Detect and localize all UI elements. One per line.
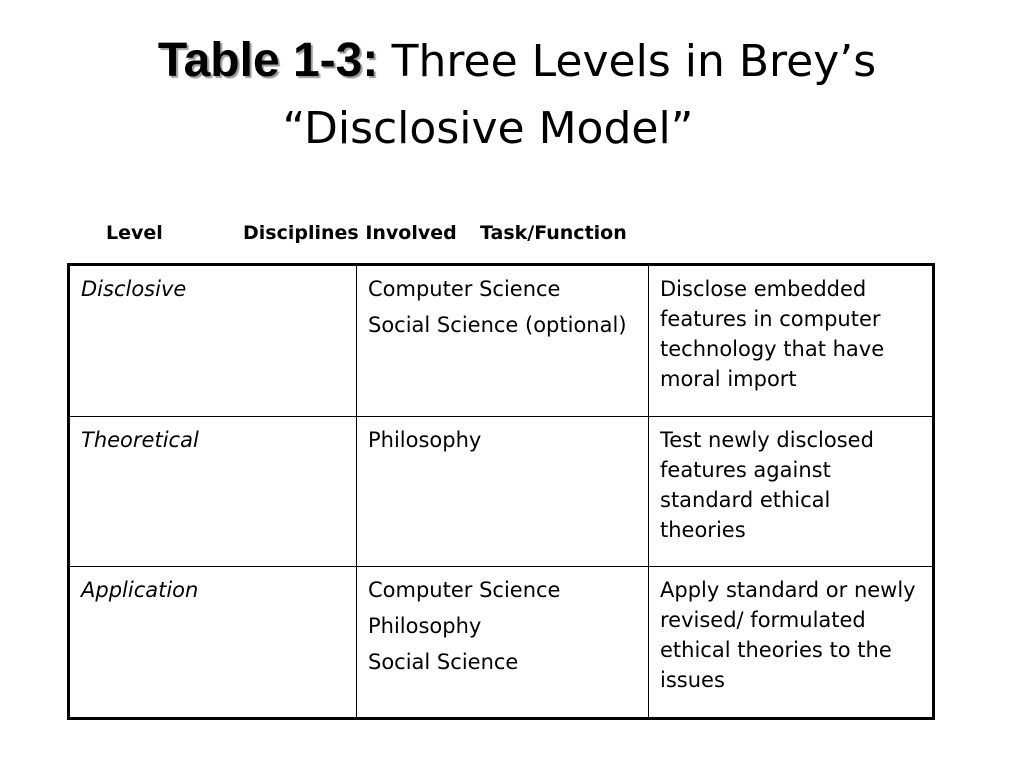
discipline-item: Social Science (optional) <box>368 313 627 337</box>
levels-table <box>67 263 935 720</box>
table-row <box>69 567 934 719</box>
column-label-disciplines: Disciplines Involved <box>243 222 457 244</box>
task-cell: Apply standard or newly revised/ formulated ethical theories to the issues <box>649 567 934 719</box>
column-labels <box>0 222 700 248</box>
level-cell <box>69 567 357 719</box>
title-line-1 <box>0 28 1024 95</box>
level-name: Theoretical <box>81 427 199 452</box>
table-row <box>69 416 934 567</box>
task-cell: Disclose embedded features in computer technology that have moral import <box>649 265 934 417</box>
task-cell: Test newly disclosed features against standard ethical theories <box>649 416 934 567</box>
column-label-level: Level <box>106 222 163 244</box>
level-cell <box>69 416 357 567</box>
title-text-line-2: “Disclosive Model” <box>282 103 694 154</box>
discipline-item: Philosophy <box>368 614 482 639</box>
level-name: Application <box>81 578 199 603</box>
discipline-item: Social Science <box>368 650 519 675</box>
disciplines-cell <box>357 265 649 417</box>
discipline-item: Computer Science <box>368 277 561 301</box>
disciplines-cell <box>357 567 649 719</box>
level-cell <box>69 265 357 417</box>
slide-title <box>0 28 1024 162</box>
disciplines-cell <box>357 416 649 567</box>
title-line-2 <box>0 95 1024 162</box>
discipline-item: Philosophy <box>368 427 482 452</box>
level-name: Disclosive <box>81 277 187 301</box>
table-row <box>69 265 934 417</box>
table-number-label: Table 1-3: <box>157 34 379 87</box>
title-text-line-1: Three Levels in Brey’s <box>391 36 877 87</box>
column-label-task: Task/Function <box>480 222 627 244</box>
discipline-item: Computer Science <box>368 578 561 603</box>
